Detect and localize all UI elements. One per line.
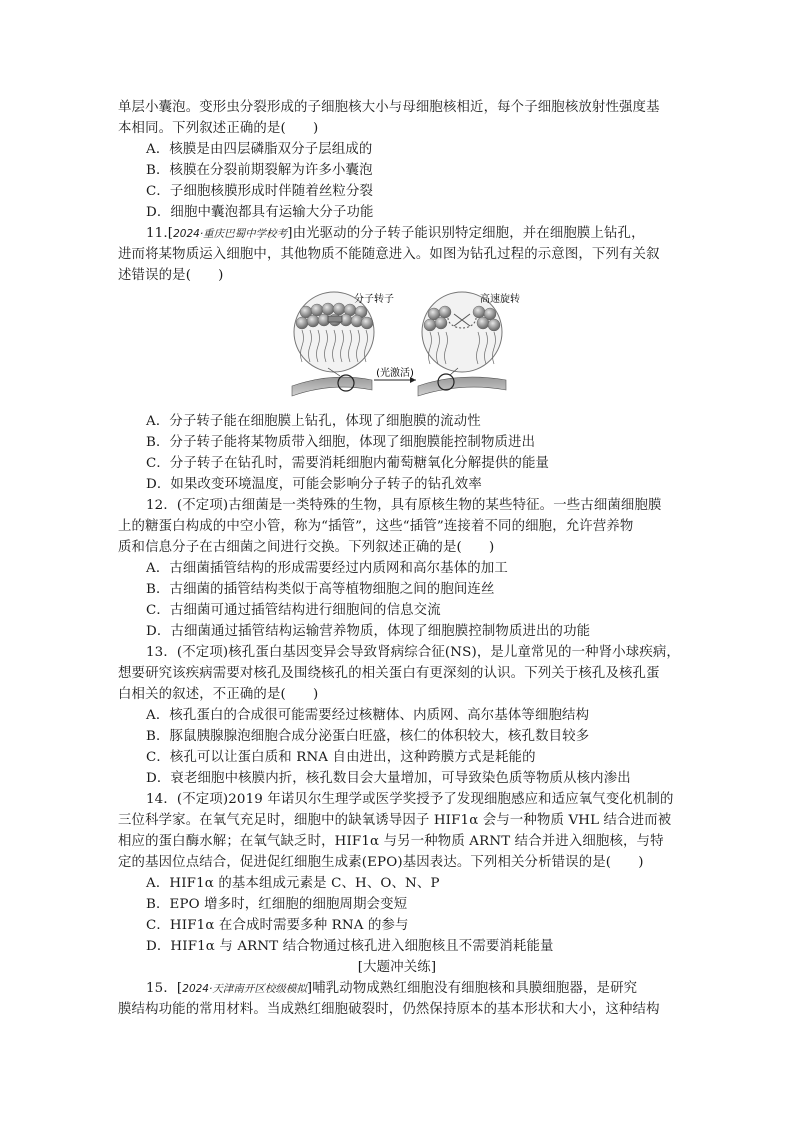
q11-option-d: D．如果改变环境温度，可能会影响分子转子的钻孔效率 xyxy=(146,477,482,492)
q12-stem-line-3: 质和信息分子在古细菌之间进行交换。下列叙述正确的是( ) xyxy=(118,540,495,555)
q13-option-c: C．核孔可以让蛋白质和 RNA 自由进出，这种跨膜方式是耗能的 xyxy=(146,750,536,765)
q12-stem-line-2: 上的糖蛋白构成的中空小管，称为“插管”，这些“插管”连接着不同的细胞，允许营养物 xyxy=(118,519,634,534)
q11-number: 11. xyxy=(146,226,168,241)
q14-option-c: C．HIF1α 在合成时需要多种 RNA 的参与 xyxy=(146,918,409,933)
q10-option-b: B．核膜在分裂前期裂解为许多小囊泡 xyxy=(146,163,373,178)
q11-stem: 由光驱动的分子转子能识别特定细胞，并在细胞膜上钻孔， xyxy=(292,226,645,241)
q11-option-b: B．分子转子能将某物质带入细胞，体现了细胞膜能控制物质进出 xyxy=(146,435,536,450)
q12-option-b: B．古细菌的插管结构类似于高等植物细胞之间的胞间连丝 xyxy=(146,582,495,597)
q13-stem-line-3: 白相关的叙述，不正确的是( ) xyxy=(118,687,319,702)
q13-stem-line-1: 13．(不定项)核孔蛋白基因变异会导致肾病综合征(NS)，是儿童常见的一种肾小球疾病， xyxy=(146,645,680,660)
q14-option-b: B．EPO 增多时，红细胞的细胞周期会变短 xyxy=(146,897,408,912)
q15-stem: ]哺乳动物成熟红细胞没有细胞核和具膜细胞器，是研究 xyxy=(306,981,638,996)
q13-option-a: A．核孔蛋白的合成很可能需要经过核糖体、内质网、高尔基体等细胞结构 xyxy=(146,708,590,723)
q10-option-a: A．核膜是由四层磷脂双分子层组成的 xyxy=(146,142,373,157)
q15-stem-line xyxy=(146,978,706,1000)
q12-option-d: D．古细菌通过插管结构运输营养物质，体现了细胞膜控制物质进出的功能 xyxy=(146,624,591,639)
q15-stem-line-2: 膜结构功能的常用材料。当成熟红细胞破裂时，仍然保持原本的基本形状和大小，这种结构 xyxy=(118,1002,660,1017)
q12-option-a: A．古细菌插管结构的形成需要经过内质网和高尔基体的加工 xyxy=(146,561,508,576)
molecular-rotor-figure xyxy=(288,290,520,408)
q11-stem-line-2: 进而将某物质运入细胞中，其他物质不能随意进入。如图为钻孔过程的示意图，下列有关叙 xyxy=(118,247,660,262)
text-line: 本相同。下列叙述正确的是( ) xyxy=(118,121,319,136)
light-activation-label: (光激活) xyxy=(376,368,414,379)
q15-number: 15．[ xyxy=(146,981,183,996)
q11-stem-line: 11.[2024·重庆巴蜀中学校考]由光驱动的分子转子能识别特定细胞，并在细胞膜上钻孔， xyxy=(146,226,645,241)
q12-stem-line-1: 12．(不定项)古细菌是一类特殊的生物，具有原核生物的某些特征。一些古细菌细胞膜 xyxy=(146,498,662,513)
q13-option-b: B．豚鼠胰腺腺泡细胞合成分泌蛋白旺盛，核仁的体积较大，核孔数目较多 xyxy=(146,729,590,744)
q15-source: 2024·天津南开区校级模拟 xyxy=(182,983,307,995)
q11-source: 2024·重庆巴蜀中学校考 xyxy=(173,228,288,240)
q14-stem-line-1: 14．(不定项)2019 年诺贝尔生理学或医学奖授予了发现细胞感应和适应氧气变化机制的 xyxy=(146,792,674,807)
section-title: [大题冲关练] xyxy=(357,960,437,975)
q10-option-d: D．细胞中囊泡都具有运输大分子功能 xyxy=(146,205,374,220)
q10-option-c: C．子细胞核膜形成时伴随着丝粒分裂 xyxy=(146,184,374,199)
high-speed-rotation-label: 高速旋转 xyxy=(480,294,520,305)
q13-stem-line-2: 想要研究该疾病需要对核孔及围绕核孔的相关蛋白有更深刻的认识。下列关于核孔及核孔蛋 xyxy=(118,666,660,681)
q11-option-c: C．分子转子在钻孔时，需要消耗细胞内葡萄糖氧化分解提供的能量 xyxy=(146,456,550,471)
molecular-rotor-label: 分子转子 xyxy=(354,294,394,305)
q14-option-a: A．HIF1α 的基本组成元素是 C、H、O、N、P xyxy=(146,876,440,891)
q12-option-c: C．古细菌可通过插管结构进行细胞间的信息交流 xyxy=(146,603,441,618)
text-line: 单层小囊泡。变形虫分裂形成的子细胞核大小与母细胞核相近，每个子细胞核放射性强度基 xyxy=(118,100,660,115)
q14-stem-line-2: 三位科学家。在氧气充足时，细胞中的缺氧诱导因子 HIF1α 会与一种物质 VHL 结合进而被 xyxy=(118,813,672,828)
q13-option-d: D．衰老细胞中核膜内折，核孔数目会大量增加，可导致染色质等物质从核内渗出 xyxy=(146,771,631,786)
q14-option-d: D．HIF1α 与 ARNT 结合物通过核孔进入细胞核且不需要消耗能量 xyxy=(146,939,554,954)
q11-option-a: A．分子转子能在细胞膜上钻孔，体现了细胞膜的流动性 xyxy=(146,414,481,429)
q14-stem-line-3: 相应的蛋白酶水解；在氧气缺乏时，HIF1α 与另一种物质 ARNT 结合并进入细胞核，与特 xyxy=(118,834,664,849)
q11-stem-line-3: 述错误的是( ) xyxy=(118,268,224,283)
q14-stem-line-4: 定的基因位点结合，促进促红细胞生成素(EPO)基因表达。下列相关分析错误的是( ) xyxy=(118,855,644,870)
